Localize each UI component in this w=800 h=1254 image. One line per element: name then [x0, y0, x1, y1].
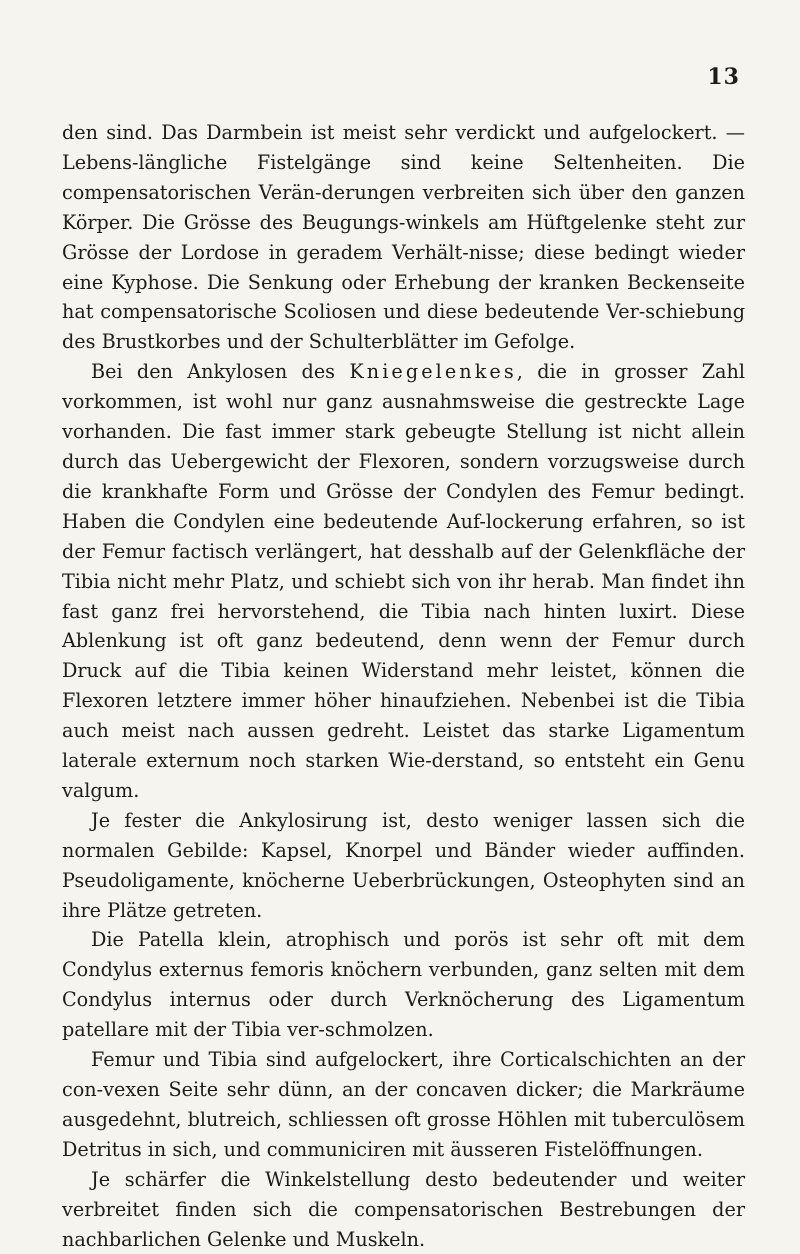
paragraph-4: Die Patella klein, atrophisch und porös ist sehr oft mit dem Condylus externus femoris knöchern verbunden, ganz selten mit dem Condylus internus oder durch Verknöcherung des Ligamentum patellare mit der Tibia ver-schmolzen. [62, 928, 745, 1042]
paragraph-5: Femur und Tibia sind aufgelockert, ihre Corticalschichten an der con-vexen Seite sehr dünn, an der concaven dicker; die Markräume ausgedehnt, blutreich, schliessen oft grosse Höhlen mit tuberculösem Detritus in sich, und communiciren mit äusseren Fistelöffnungen. [62, 1048, 745, 1161]
paragraph-2-rest: , die in grosser Zahl vorkommen, ist wohl nur ganz ausnahmsweise die gestreckte Lage vorhanden. Die fast immer stark gebeugte Stellung ist nicht allein durch das Uebergewicht der Flexoren, sondern vorzugsweise durch die krankhafte Form und Grösse der Condylen des Femur bedingt. Haben die Condylen eine bedeutende Auf-lockerung erfahren, so ist der Femur factisch verlängert, hat desshalb auf der Gelenkfläche der Tibia nicht mehr Platz, und schiebt sich von ihr herab. Man findet ihn fast ganz frei hervorstehend, die Tibia nach hinten luxirt. Diese Ablenkung ist oft ganz bedeutend, denn wenn der Femur durch Druck auf die Tibia keinen Widerstand mehr leistet, können die Flexoren letztere immer höher hinaufziehen. Nebenbei ist die Tibia auch meist nach aussen gedreht. Leistet das starke Ligamentum laterale externum noch starken Wie-derstand, so entsteht ein Genu valgum. [62, 360, 745, 802]
body-text [62, 118, 745, 1254]
paragraph-2 [62, 357, 745, 806]
emphasized-term: Kniegelenkes [349, 360, 517, 384]
paragraph-1: den sind. Das Darmbein ist meist sehr verdickt und aufgelockert. — Lebens-längliche Fistelgänge sind keine Seltenheiten. Die compensatorischen Verän-derungen verbreiten sich über den ganzen Körper. Die Grösse des Beugungs-winkels am Hüftgelenke steht zur Grösse der Lordose in geradem Verhält-nisse; diese bedingt wieder eine Kyphose. Die Senkung oder Erhebung der kranken Beckenseite hat compensatorische Scoliosen und diese bedeutende Ver-schiebung des Brustkorbes und der Schulterblätter im Gefolge. [62, 121, 745, 354]
paragraph-2-start: Bei den Ankylosen des [91, 360, 350, 384]
paragraph-6: Je schärfer die Winkelstellung desto bedeutender und weiter verbreitet finden sich die compensatorischen Bestrebungen der nachbarlichen Gelenke und Muskeln. [62, 1167, 745, 1251]
paragraph-3: Je fester die Ankylosirung ist, desto weniger lassen sich die normalen Gebilde: Kapsel, Knorpel und Bänder wieder auffinden. Pseudoligamente, knöcherne Ueberbrückungen, Osteophyten sind an ihre Plätze getreten. [62, 808, 745, 922]
page-number: 13 [707, 64, 740, 90]
